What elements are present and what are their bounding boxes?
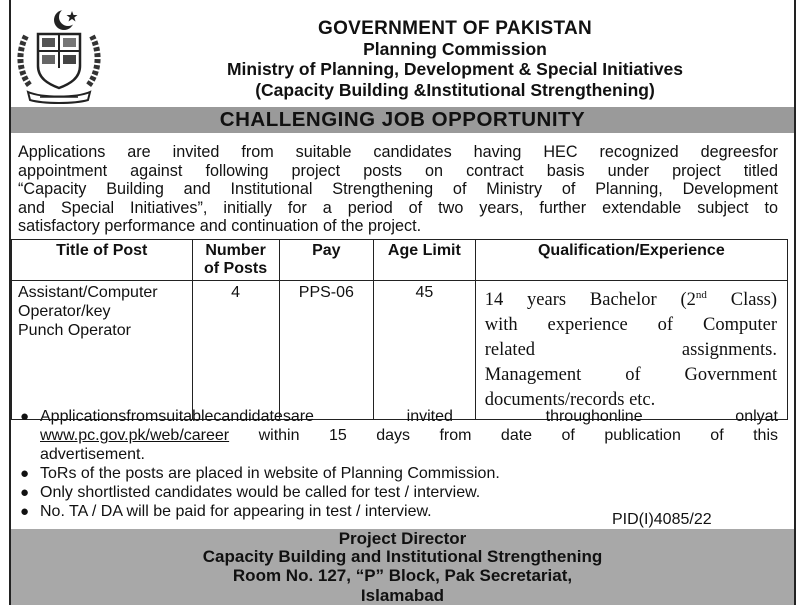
- bullet-icon: ●: [20, 503, 30, 520]
- ordinal-suffix: nd: [695, 289, 707, 301]
- post-title-line: Operator/key: [18, 303, 111, 320]
- header-number-line1: Number: [205, 242, 266, 259]
- qualification-line: Management of Government: [484, 365, 777, 386]
- publication-id: PID(I)4085/22: [612, 511, 712, 528]
- intro-line: satisfactory performance and continuation of the project.: [18, 217, 422, 236]
- cell-age-limit: 45: [374, 281, 476, 420]
- cell-qualification: [475, 281, 787, 420]
- header-ministry: Ministry of Planning, Development & Special Initiatives: [226, 59, 684, 79]
- qualification-line: with experience of Computer: [484, 315, 777, 336]
- note-text: No. TA / DA will be paid for appearing in test / interview.: [40, 503, 432, 520]
- table-row: [12, 281, 788, 420]
- intro-paragraph: [18, 143, 778, 236]
- qualification-line: related assignments.: [484, 340, 777, 361]
- header-qualification: Qualification/Experience: [475, 240, 787, 281]
- table-header-row: [12, 240, 788, 281]
- intro-line: appointment against following project posts on contract basis under project titled: [18, 161, 778, 180]
- footer-designation: Project Director: [338, 529, 467, 548]
- footer-city: Islamabad: [360, 586, 445, 605]
- header-pay: Pay: [279, 240, 373, 281]
- bullet-icon: ●: [20, 465, 30, 482]
- header-commission: Planning Commission: [363, 39, 547, 59]
- list-item: [18, 464, 778, 483]
- footer-project: Capacity Building and Institutional Strengthening: [202, 547, 603, 566]
- state-emblem-icon: [12, 6, 106, 104]
- cell-title-of-post: [12, 281, 193, 420]
- intro-line: Applications are invited from suitable candidates having HEC recognized degreesfor: [18, 143, 778, 161]
- career-link[interactable]: www.pc.gov.pk/web/career: [40, 427, 230, 444]
- header-number-line2: of Posts: [204, 260, 268, 277]
- list-item: [18, 407, 778, 464]
- qualification-text: Class): [706, 290, 778, 311]
- note-text: Only shortlisted candidates would be called for test / interview.: [40, 484, 481, 501]
- job-posts-table: [11, 239, 788, 420]
- note-text: ToRs of the posts are placed in website of Planning Commission.: [40, 465, 500, 482]
- qualification-text: 14 years Bachelor (2: [484, 290, 696, 311]
- post-title-line: Assistant/Computer: [18, 284, 158, 301]
- note-line: Applicationsfromsuitablecandidatesare invited throughonline onlyat: [40, 408, 778, 425]
- header-age-limit: Age Limit: [374, 240, 476, 281]
- list-item: [18, 483, 778, 502]
- intro-line: “Capacity Building and Institutional Strengthening of Ministry of Planning, Development: [18, 180, 778, 199]
- notes-list: [18, 407, 778, 521]
- cell-pay: PPS-06: [279, 281, 373, 420]
- note-text: within 15 days from date of publication of this: [229, 427, 778, 444]
- header-government: GOVERNMENT OF PAKISTAN: [317, 18, 592, 39]
- note-line: advertisement.: [40, 446, 145, 463]
- header-title-of-post: Title of Post: [12, 240, 193, 281]
- intro-line: and Special Initiatives”, initially for a period of two years, further extendable subject to: [18, 198, 778, 217]
- post-title-line: Punch Operator: [18, 322, 131, 339]
- page-title: CHALLENGING JOB OPPORTUNITY: [219, 108, 586, 131]
- header-number-of-posts: [192, 240, 279, 281]
- note-line: [40, 426, 778, 445]
- bullet-icon: ●: [20, 408, 30, 425]
- qualification-line: [485, 283, 777, 313]
- qualification-line: documents/records etc.: [484, 390, 656, 411]
- footer-address: Room No. 127, “P” Block, Pak Secretariat,: [232, 566, 573, 585]
- cell-number-of-posts: 4: [192, 281, 279, 420]
- bullet-icon: ●: [20, 484, 30, 501]
- header-project: (Capacity Building &Institutional Strengthening): [255, 80, 655, 100]
